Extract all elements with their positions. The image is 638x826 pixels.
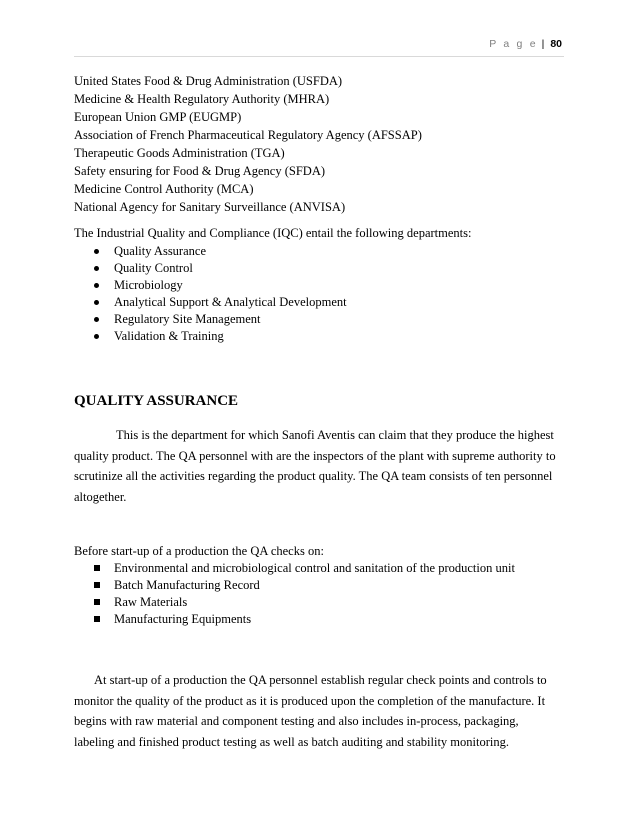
list-item [94, 328, 224, 345]
page-number-value: 80 [550, 38, 562, 50]
paragraph-line: monitor the quality of the product as it is produced upon the completion of the manufacture. It [74, 693, 546, 708]
agency-line: Therapeutic Goods Administration (TGA) [74, 146, 285, 160]
iqc-intro: The Industrial Quality and Compliance (IQC) entail the following departments: [74, 226, 472, 240]
page-separator: | [541, 38, 545, 50]
department-label: Quality Assurance [114, 244, 206, 258]
final-paragraph [74, 670, 564, 752]
bullet-dot-icon [94, 266, 99, 271]
bullet-square-icon [94, 599, 100, 605]
paragraph-line: labeling and finished product testing as well as batch auditing and stability monitoring. [74, 734, 509, 749]
list-item [94, 594, 187, 611]
bullet-dot-icon [94, 249, 99, 254]
department-label: Validation & Training [114, 329, 224, 343]
check-label: Raw Materials [114, 595, 188, 609]
list-item [94, 243, 206, 260]
bullet-dot-icon [94, 300, 99, 305]
qa-paragraph [74, 425, 564, 507]
list-item [94, 577, 260, 594]
department-label: Analytical Support & Analytical Development [114, 295, 347, 309]
section-heading: QUALITY ASSURANCE [74, 393, 239, 409]
bullet-square-icon [94, 582, 100, 588]
startup-intro: Before start-up of a production the QA checks on: [74, 544, 324, 558]
bullet-dot-icon [94, 283, 99, 288]
paragraph-line: This is the department for which Sanofi Aventis can claim that they produce the highest [116, 428, 554, 442]
bullet-square-icon [94, 616, 100, 622]
page-label: P a g e [489, 38, 538, 50]
list-item [94, 311, 261, 328]
paragraph-line: At start-up of a production the QA personnel establish regular check points and controls to [94, 673, 547, 687]
check-label: Manufacturing Equipments [114, 612, 252, 626]
agency-line: Medicine & Health Regulatory Authority (MHRA) [74, 92, 330, 106]
list-item [94, 294, 347, 311]
list-item [94, 260, 193, 277]
check-label: Environmental and microbiological control and sanitation of the production unit [114, 561, 515, 575]
bullet-dot-icon [94, 317, 99, 322]
check-label: Batch Manufacturing Record [114, 578, 260, 592]
list-item [94, 560, 515, 577]
agency-line: Safety ensuring for Food & Drug Agency (SFDA) [74, 164, 326, 178]
paragraph-line: scrutinize all the activities regarding the product quality. The QA team consists of ten personnel [74, 469, 553, 483]
paragraph-line: quality product. The QA personnel with are the inspectors of the plant with supreme authority to [74, 448, 556, 463]
agency-line: European Union GMP (EUGMP) [74, 110, 242, 124]
bullet-dot-icon [94, 334, 99, 339]
list-item [94, 277, 183, 294]
agency-line: Association of French Pharmaceutical Regulatory Agency (AFSSAP) [74, 128, 422, 142]
department-label: Quality Control [114, 261, 193, 275]
department-label: Regulatory Site Management [114, 312, 261, 326]
agency-line: United States Food & Drug Administration (USFDA) [74, 74, 343, 88]
bullet-square-icon [94, 565, 100, 571]
paragraph-line: begins with raw material and component testing and also includes in-process, packaging, [74, 714, 519, 728]
department-label: Microbiology [114, 278, 183, 292]
agency-line: Medicine Control Authority (MCA) [74, 182, 254, 196]
page-header [74, 38, 564, 57]
page-number [489, 38, 562, 50]
paragraph-line: altogether. [74, 489, 127, 504]
agency-line: National Agency for Sanitary Surveillance (ANVISA) [74, 200, 346, 214]
list-item [94, 611, 251, 628]
